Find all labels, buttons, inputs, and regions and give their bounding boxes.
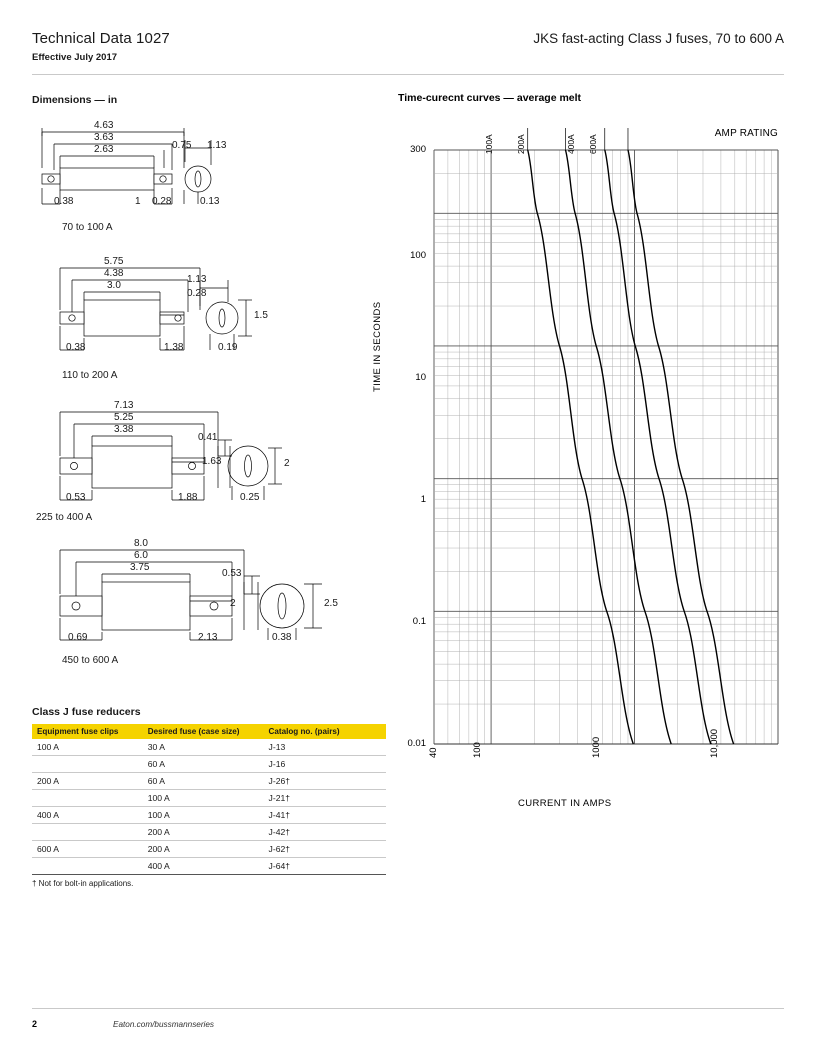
curve-label-400a: 400A (566, 134, 576, 154)
dimension-caption-1: 70 to 100 A (62, 222, 113, 233)
dimension-caption-2: 110 to 200 A (62, 370, 118, 381)
table-row (32, 790, 386, 807)
footer-url[interactable]: Eaton.com/bussmannseries (113, 1020, 215, 1029)
dim-label: 0.69 (68, 632, 88, 643)
dim-label: 0.28 (152, 196, 172, 207)
table-row (32, 858, 386, 875)
dim-label: 7.13 (114, 400, 134, 411)
dim-label: 0.75 (172, 140, 192, 151)
dimension-drawing-70-100a (32, 110, 352, 230)
dim-label: 3.75 (130, 562, 150, 573)
dim-label: 1.38 (164, 342, 184, 353)
chart-x-axis-label: CURRENT IN AMPS (518, 798, 612, 809)
column-header-desired-fuse: Desired fuse (case size) (143, 724, 264, 739)
page-title: Technical Data 1027 (32, 30, 170, 47)
dim-label: 4.63 (94, 120, 114, 131)
dim-label: 1 (135, 196, 141, 207)
chart-legend-title: AMP RATING (714, 128, 778, 139)
dim-label: 0.53 (66, 492, 86, 503)
dimension-caption-3: 225 to 400 A (36, 512, 93, 523)
column-header-equipment-fuse-clips: Equipment fuse clips (32, 724, 143, 739)
chart-y-axis-label: TIME IN SECONDS (372, 301, 383, 392)
table-footnote: † Not for bolt-in applications. (32, 879, 134, 888)
column-header-catalog-no: Catalog no. (pairs) (264, 724, 386, 739)
fuse-reducers-table (32, 724, 386, 875)
y-tick-100: 100 (410, 250, 426, 261)
table-row (32, 739, 386, 756)
chart-plot-area (398, 92, 784, 772)
dim-label: 6.0 (134, 550, 148, 561)
dim-label: 3.63 (94, 132, 114, 143)
dim-label: 2.13 (198, 632, 218, 643)
drawing-svg-2 (32, 250, 352, 375)
dim-label: 0.28 (187, 288, 207, 299)
table-row (32, 807, 386, 824)
y-tick-0.01: 0.01 (407, 738, 426, 749)
table-header-row (32, 724, 386, 739)
cell-clips: 100 A (32, 739, 143, 756)
dim-label: 0.38 (66, 342, 86, 353)
reducers-heading: Class J fuse reducers (32, 706, 141, 718)
cell-catalog: J-42† (264, 824, 386, 841)
cell-desired: 60 A (143, 756, 264, 773)
curve-label-600a: 600A (588, 134, 598, 154)
dim-label: 0.38 (272, 632, 292, 643)
cell-desired: 60 A (143, 773, 264, 790)
cell-desired: 200 A (143, 824, 264, 841)
y-tick-300: 300 (410, 144, 426, 155)
dim-label: 2.63 (94, 144, 114, 155)
curve-label-200a: 200A (516, 134, 526, 154)
dimension-drawing-225-400a (32, 398, 362, 516)
x-tick-1000: 1000 (591, 736, 602, 758)
table-row (32, 756, 386, 773)
dimension-drawing-110-200a (32, 250, 352, 375)
dimension-drawing-450-600a (32, 538, 372, 656)
header-divider (32, 74, 784, 75)
chart-title: Time-curecnt curves — average melt (398, 92, 582, 104)
cell-catalog: J-26† (264, 773, 386, 790)
dim-label: 3.38 (114, 424, 134, 435)
table-row (32, 824, 386, 841)
dim-label: 2 (284, 458, 290, 469)
dim-label: 2.5 (324, 598, 338, 609)
cell-clips (32, 858, 143, 875)
cell-desired: 200 A (143, 841, 264, 858)
y-tick-10: 10 (415, 372, 426, 383)
dim-label: 0.25 (240, 492, 260, 503)
dim-label: 0.41 (198, 432, 218, 443)
table-row (32, 841, 386, 858)
cell-desired: 100 A (143, 807, 264, 824)
dim-label: 0.13 (200, 196, 220, 207)
cell-catalog: J-21† (264, 790, 386, 807)
dim-label: 5.25 (114, 412, 134, 423)
dim-label: 2 (230, 598, 236, 609)
dim-label: 1.5 (254, 310, 268, 321)
dim-label: 1.88 (178, 492, 198, 503)
cell-catalog: J-41† (264, 807, 386, 824)
curve-label-100a: 100A (484, 134, 494, 154)
x-tick-100: 100 (472, 742, 483, 758)
page-number: 2 (32, 1019, 38, 1029)
footer-divider (32, 1008, 784, 1009)
dim-label: 0.38 (54, 196, 74, 207)
cell-catalog: J-16 (264, 756, 386, 773)
dimensions-heading: Dimensions — in (32, 94, 118, 106)
cell-desired: 400 A (143, 858, 264, 875)
table-row (32, 773, 386, 790)
document-subject: JKS fast-acting Class J fuses, 70 to 600 A (533, 31, 784, 46)
cell-clips (32, 790, 143, 807)
cell-desired: 30 A (143, 739, 264, 756)
cell-clips: 400 A (32, 807, 143, 824)
y-tick-0.1: 0.1 (412, 616, 426, 627)
cell-clips: 600 A (32, 841, 143, 858)
cell-clips: 200 A (32, 773, 143, 790)
time-current-curves-chart (372, 92, 784, 822)
cell-catalog: J-64† (264, 858, 386, 875)
x-tick-40: 40 (428, 747, 439, 758)
dim-label: 5.75 (104, 256, 124, 267)
cell-desired: 100 A (143, 790, 264, 807)
cell-clips (32, 756, 143, 773)
dim-label: 3.0 (107, 280, 121, 291)
dim-label: 1.13 (187, 274, 207, 285)
dim-label: 8.0 (134, 538, 148, 549)
cell-clips (32, 824, 143, 841)
dimension-caption-4: 450 to 600 A (62, 655, 119, 666)
dim-label: 1.13 (207, 140, 227, 151)
y-tick-1: 1 (420, 494, 426, 505)
dim-label: 4.38 (104, 268, 124, 279)
x-tick-10000: 10,000 (709, 728, 720, 758)
effective-date: Effective July 2017 (32, 52, 118, 63)
cell-catalog: J-13 (264, 739, 386, 756)
drawing-svg-1 (32, 110, 352, 230)
dim-label: 0.19 (218, 342, 238, 353)
dim-label: 0.53 (222, 568, 242, 579)
dim-label: 1.63 (202, 456, 222, 467)
cell-catalog: J-62† (264, 841, 386, 858)
